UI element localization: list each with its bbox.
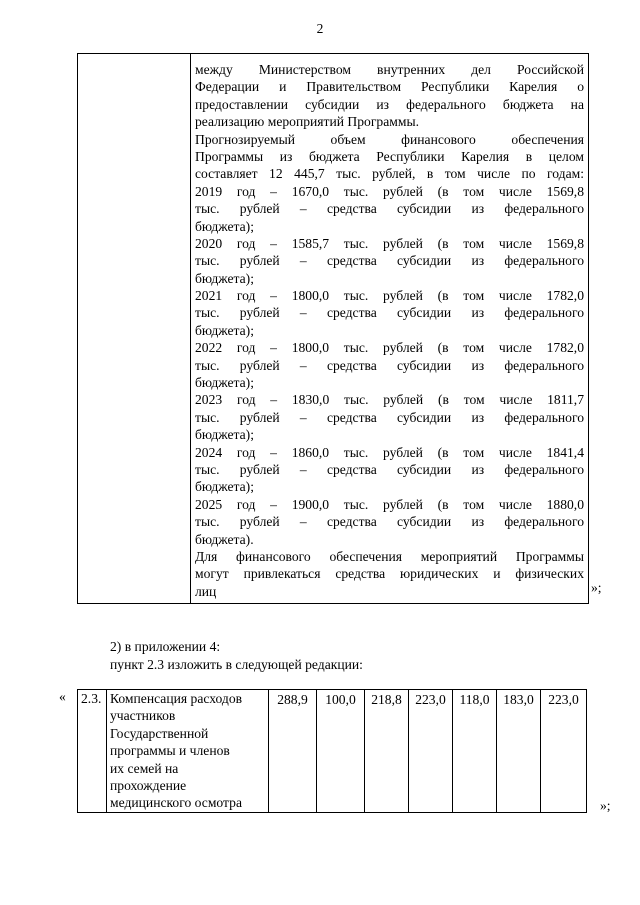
activity-name-line: их семей на	[110, 760, 179, 776]
closing-quote: »;	[600, 798, 611, 813]
text-line: тыс. рублей – средства субсидии из федерального	[195, 514, 584, 530]
activity-name-line: Государственной	[110, 725, 209, 741]
text-line: предоставлении субсидии из федерального бюджета на	[195, 96, 584, 112]
text-line: 2023 год – 1830,0 тыс. рублей (в том числе 1811,7	[195, 392, 584, 408]
text-line: бюджета).	[195, 531, 254, 547]
text-line: бюджета);	[195, 427, 254, 443]
column-divider	[190, 54, 191, 603]
activity-name-line: медицинского осмотра	[110, 795, 242, 811]
closing-quote: »;	[591, 580, 602, 595]
text-line: Программы из бюджета Республики Карелия в целом	[195, 148, 584, 164]
text-line: 2024 год – 1860,0 тыс. рублей (в том числе 1841,4	[195, 444, 584, 460]
text-line: тыс. рублей – средства субсидии из федерального	[195, 305, 584, 321]
text-line: реализацию мероприятий Программы.	[195, 114, 419, 130]
amendment-item: 2) в приложении 4:	[110, 639, 221, 654]
value-cell: 223,0	[409, 690, 453, 813]
text-line: Федерации и Правительством Республики Карелия о	[195, 79, 584, 95]
text-line: могут привлекаться средства юридических и физических	[195, 566, 584, 582]
text-line: 2020 год – 1585,7 тыс. рублей (в том числе 1569,8	[195, 235, 584, 251]
appendix-table-row	[77, 689, 587, 813]
text-line: бюджета);	[195, 375, 254, 391]
page-number: 2	[316, 21, 324, 36]
activity-name-line: участников	[110, 708, 176, 724]
text-line: тыс. рублей – средства субсидии из федерального	[195, 357, 584, 373]
value-cell: 183,0	[497, 690, 541, 813]
funding-text-cell	[195, 61, 584, 600]
text-line: Прогнозируемый объем финансового обеспечения	[195, 131, 584, 147]
program-funding-table	[77, 53, 589, 604]
text-line: тыс. рублей – средства субсидии из федерального	[195, 201, 584, 217]
text-line: лиц	[195, 583, 217, 599]
text-line: между Министерством внутренних дел Российской	[195, 62, 584, 77]
text-line: бюджета);	[195, 479, 254, 495]
value-cell: 100,0	[317, 690, 365, 813]
text-line: бюджета);	[195, 218, 254, 234]
text-line: тыс. рублей – средства субсидии из федерального	[195, 461, 584, 477]
activity-name-cell	[107, 690, 269, 813]
table-row	[78, 690, 587, 813]
activity-name-line: прохождение	[110, 778, 187, 794]
value-cell: 218,8	[365, 690, 409, 813]
text-line: 2022 год – 1800,0 тыс. рублей (в том числе 1782,0	[195, 340, 584, 356]
value-cell: 118,0	[453, 690, 497, 813]
activity-name-line: программы и членов	[110, 743, 230, 759]
value-cell: 288,9	[269, 690, 317, 813]
text-line: 2021 год – 1800,0 тыс. рублей (в том числе 1782,0	[195, 288, 584, 304]
text-line: Для финансового обеспечения мероприятий Программы	[195, 548, 584, 564]
opening-quote: «	[59, 689, 66, 704]
text-line: бюджета);	[195, 322, 254, 338]
text-line: бюджета);	[195, 270, 254, 286]
text-line: 2019 год – 1670,0 тыс. рублей (в том числе 1569,8	[195, 183, 584, 199]
text-line: составляет 12 445,7 тыс. рублей, в том числе по годам:	[195, 166, 584, 182]
text-line: 2025 год – 1900,0 тыс. рублей (в том числе 1880,0	[195, 496, 584, 512]
text-line: тыс. рублей – средства субсидии из федерального	[195, 253, 584, 269]
value-cell: 223,0	[541, 690, 587, 813]
activity-name-line: Компенсация расходов	[110, 691, 243, 706]
amendment-instruction: пункт 2.3 изложить в следующей редакции:	[110, 657, 363, 672]
row-number: 2.3.	[78, 690, 107, 813]
text-line: тыс. рублей – средства субсидии из федерального	[195, 409, 584, 425]
